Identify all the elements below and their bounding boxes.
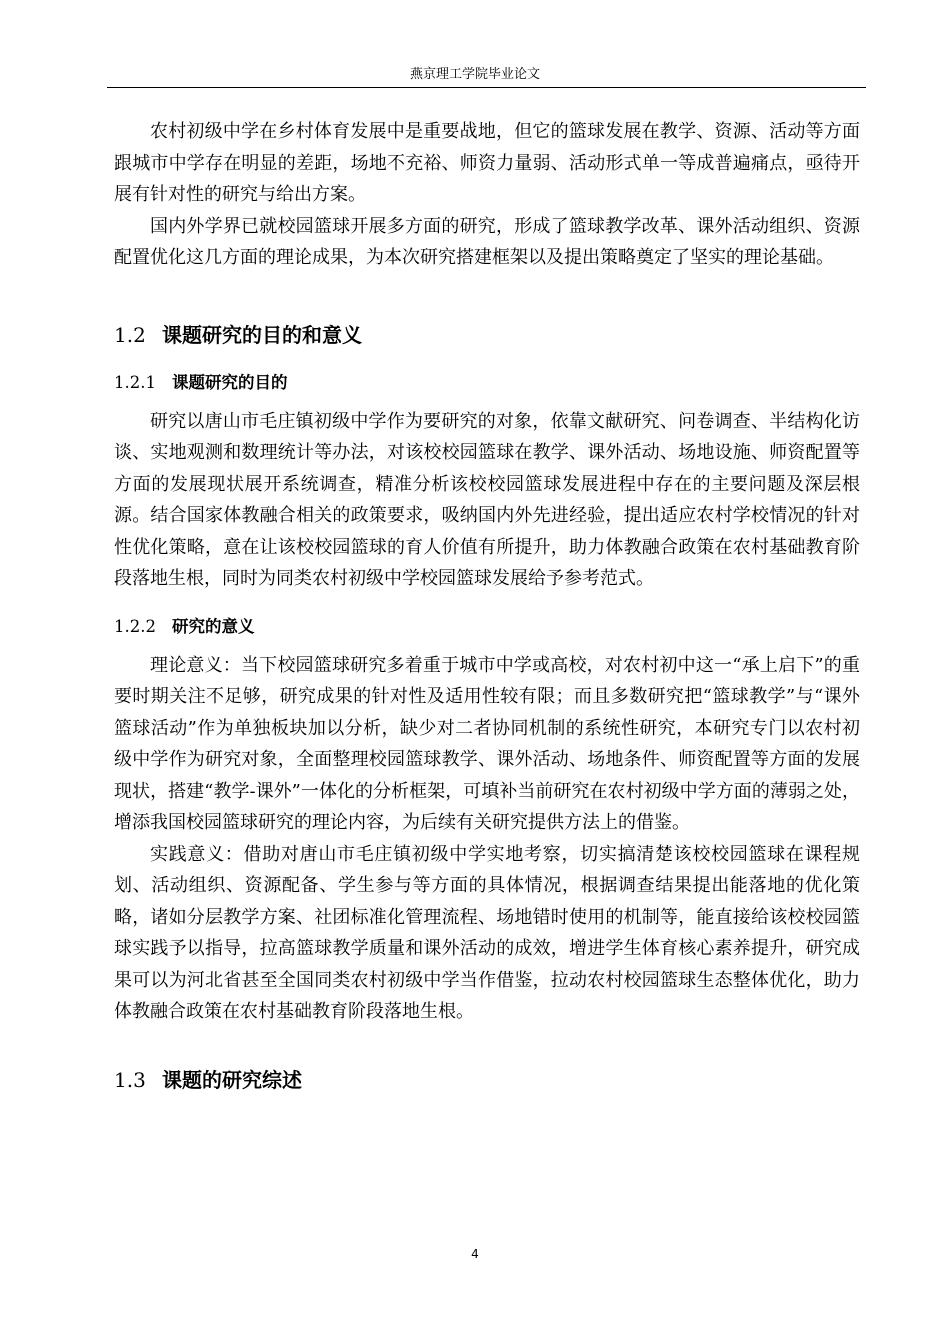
subsection-number: 1.2.2 [114, 616, 156, 636]
section-heading-1-2 [114, 321, 860, 349]
header-rule [107, 87, 866, 88]
section-title: 课题的研究综述 [162, 1067, 302, 1092]
subsection-number: 1.2.1 [114, 372, 156, 392]
section-number: 1.3 [114, 1067, 146, 1092]
purpose-paragraph: 研究以唐山市毛庄镇初级中学作为要研究的对象，依靠文献研究、问卷调查、半结构化访谈、实地观测和数理统计等办法，对该校校园篮球在教学、课外活动、场地设施、师资配置等方面的发展现状展开系统调查，精准分析该校校园篮球发展进程中存在的主要问题及深层根源。结合国家体教融合相关的政策要求，吸纳国内外先进经验，提出适应农村学校情况的针对性优化策略，意在让该校校园篮球的育人价值有所提升，助力体教融合政策在农村基础教育阶段落地生根，同时为同类农村初级中学校园篮球发展给予参考范式。 [114, 410, 860, 589]
subsection-heading-1-2-1 [114, 371, 860, 395]
intro-paragraph-1: 农村初级中学在乡村体育发展中是重要战地，但它的篮球发展在教学、资源、活动等方面跟城市中学存在明显的差距，场地不充裕、师资力量弱、活动形式单一等成普遍痛点，亟待开展有针对性的研究与给出方案。 [114, 121, 860, 205]
section-title: 课题研究的目的和意义 [162, 322, 362, 347]
section-number: 1.2 [114, 322, 146, 347]
significance-theory-paragraph: 理论意义：当下校园篮球研究多着重于城市中学或高校，对农村初中这一“承上启下”的重要时期关注不足够，研究成果的针对性及适用性较有限；而且多数研究把“篮球教学”与“课外篮球活动”作为单独板块加以分析，缺少对二者协同机制的系统性研究，本研究专门以农村初级中学作为研究对象，全面整理校园篮球教学、课外活动、场地条件、师资配置等方面的发展现状，搭建“教学-课外”一体化的分析框架，可填补当前研究在农村初级中学方面的薄弱之处，增添我国校园篮球研究的理论内容，为后续有关研究提供方法上的借鉴。 [114, 654, 860, 833]
intro-paragraph-2: 国内外学界已就校园篮球开展多方面的研究，形成了篮球教学改革、课外活动组织、资源配置优化这几方面的理论成果，为本次研究搭建框架以及提出策略奠定了坚实的理论基础。 [114, 215, 860, 268]
page-body [114, 116, 860, 1094]
section-heading-1-3 [114, 1066, 860, 1094]
running-header: 燕京理工学院毕业论文 [409, 67, 540, 82]
significance-practice-paragraph: 实践意义：借助对唐山市毛庄镇初级中学实地考察，切实搞清楚该校校园篮球在课程规划、活动组织、资源配备、学生参与等方面的具体情况，根据调查结果提出能落地的优化策略，诸如分层教学方案、社团标准化管理流程、场地错时使用的机制等，能直接给该校校园篮球实践予以指导，拉高篮球教学质量和课外活动的成效，增进学生体育核心素养提升，研究成果可以为河北省甚至全国同类农村初级中学当作借鉴，拉动农村校园篮球生态整体优化，助力体教融合政策在农村基础教育阶段落地生根。 [114, 843, 860, 1022]
subsection-title: 研究的意义 [172, 616, 255, 636]
subsection-heading-1-2-2 [114, 615, 860, 639]
subsection-title: 课题研究的目的 [172, 372, 288, 392]
page-number: 4 [471, 1247, 479, 1261]
